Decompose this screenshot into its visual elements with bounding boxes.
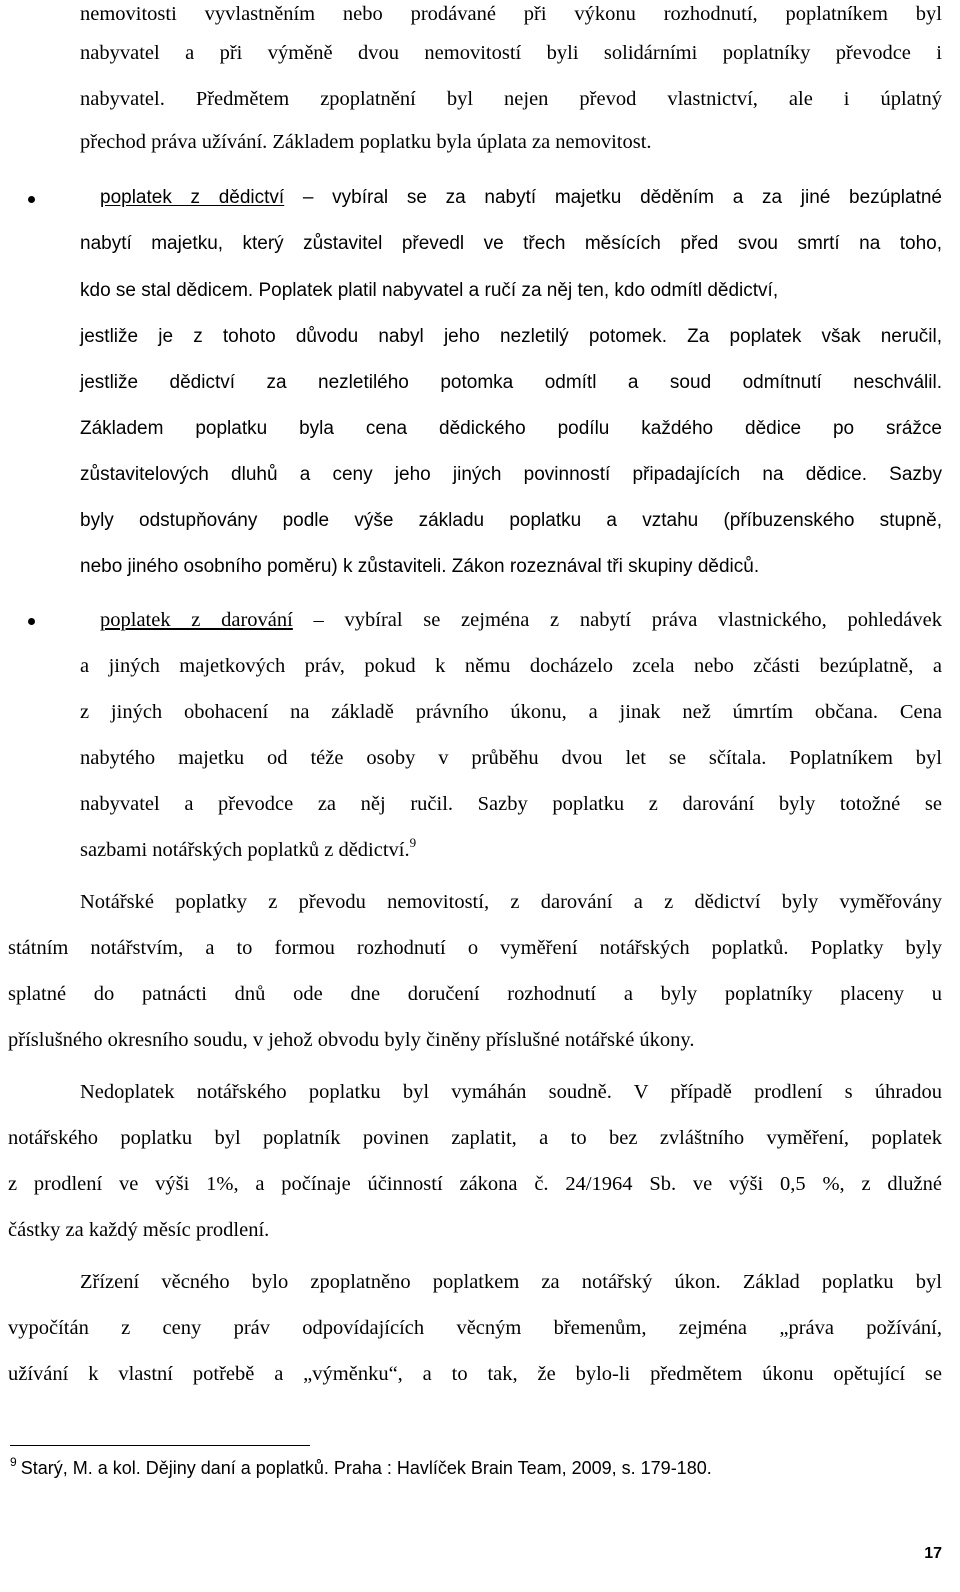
footnote-text: Starý, M. a kol. Dějiny daní a poplatků. Praha : Havlíček Brain Team, 2009, s. 179-180. — [20, 1458, 712, 1478]
text-line: nabytého majetku od téže osoby v průběhu dvou let se sčítala. Poplatníkem byl — [80, 747, 942, 769]
text-line: částky za každý měsíc prodlení. — [8, 1219, 270, 1241]
footnote — [10, 1455, 712, 1479]
text-line: vypočítán z ceny práv odpovídajících věcným břemenům, zejména „práva požívání, — [8, 1317, 942, 1339]
text-line: nabyvatel a při výměně dvou nemovitostí byli solidárními poplatníky převodce i — [80, 42, 942, 64]
footnote-number: 9 — [10, 1455, 17, 1469]
text-line: Zřízení věcného bylo zpoplatněno poplatkem za notářský úkon. Základ poplatku byl — [80, 1271, 942, 1293]
bullet-marker — [28, 618, 35, 625]
text-line: z jiných obohacení na základě právního úkonu, a jinak než úmrtím občana. Cena — [80, 701, 942, 723]
text-line: jestliže dědictví za nezletilého potomka odmítl a soud odmítnutí neschválil. — [80, 372, 942, 393]
text-line: nabyvatel a převodce za něj ručil. Sazby poplatku z darování byly totožné se — [80, 793, 942, 815]
text-line: nemovitosti vyvlastněním nebo prodávané při výkonu rozhodnutí, poplatníkem byl — [80, 3, 942, 25]
text-line: byly odstupňovány podle výše základu poplatku a vztahu (příbuzenského stupně, — [80, 510, 942, 531]
page-number: 17 — [924, 1545, 942, 1562]
text-line: užívání k vlastní potřebě a „výměnku“, a to tak, že bylo-li předmětem úkonu opětující se — [8, 1363, 942, 1385]
bullet-item-gift-first-line: poplatek z darování – vybíral se zejména z nabytí práva vlastnického, pohledávek — [100, 609, 942, 631]
text-line: nabytí majetku, který zůstavitel převedl ve třech měsících před svou smrtí na toho, — [80, 233, 942, 254]
text-line: nabyvatel. Předmětem zpoplatnění byl nejen převod vlastnictví, ale i úplatný — [80, 88, 942, 110]
text-line: nebo jiného osobního poměru) k zůstaviteli. Zákon rozeznával tři skupiny dědiců. — [80, 556, 760, 577]
term-inheritance-fee: poplatek z dědictví — [100, 187, 285, 208]
text-line: příslušného okresního soudu, v jehož obvodu byly činěny příslušné notářské úkony. — [8, 1029, 695, 1051]
bullet-marker — [28, 196, 35, 203]
text-line: kdo se stal dědicem. Poplatek platil nabyvatel a ručí za něj ten, kdo odmítl dědictví, — [80, 280, 779, 301]
text-line: zůstavitelových dluhů a ceny jeho jiných povinností připadajících na dědice. Sazby — [80, 464, 942, 485]
footnote-separator — [10, 1445, 310, 1446]
text-line: splatné do patnácti dnů ode dne doručení rozhodnutí a byly poplatníky placeny u — [8, 983, 942, 1005]
footnote-ref[interactable]: 9 — [409, 835, 417, 850]
text-line: z prodlení ve výši 1%, a počínaje účinností zákona č. 24/1964 Sb. ve výši 0,5 %, z dlužné — [8, 1173, 942, 1195]
text-line: státním notářstvím, a to formou rozhodnutí o vyměření notářských poplatků. Poplatky byly — [8, 937, 942, 959]
text-line: Nedoplatek notářského poplatku byl vymáhán soudně. V případě prodlení s úhradou — [80, 1081, 942, 1103]
text-line: sazbami notářských poplatků z dědictví.$^9$ — [80, 835, 417, 861]
text-line: Základem poplatku byla cena dědického podílu každého dědice po srážce — [80, 418, 942, 439]
text-line: přechod práva užívání. Základem poplatku byla úplata za nemovitost. — [80, 131, 652, 153]
term-gift-fee: poplatek z darování — [100, 609, 293, 631]
text-line: a jiných majetkových práv, pokud k němu docházelo zcela nebo zčásti bezúplatně, a — [80, 655, 942, 677]
text-line: Notářské poplatky z převodu nemovitostí, z darování a z dědictví byly vyměřovány — [80, 891, 942, 913]
bullet-item-inheritance-first-line: poplatek z dědictví – vybíral se za nabytí majetku děděním a za jiné bezúplatné — [100, 187, 942, 208]
text-line: jestliže je z tohoto důvodu nabyl jeho nezletilý potomek. Za poplatek však neručil, — [80, 326, 942, 347]
text-line: notářského poplatku byl poplatník povinen zaplatit, a to bez zvláštního vyměření, poplatek — [8, 1127, 942, 1149]
